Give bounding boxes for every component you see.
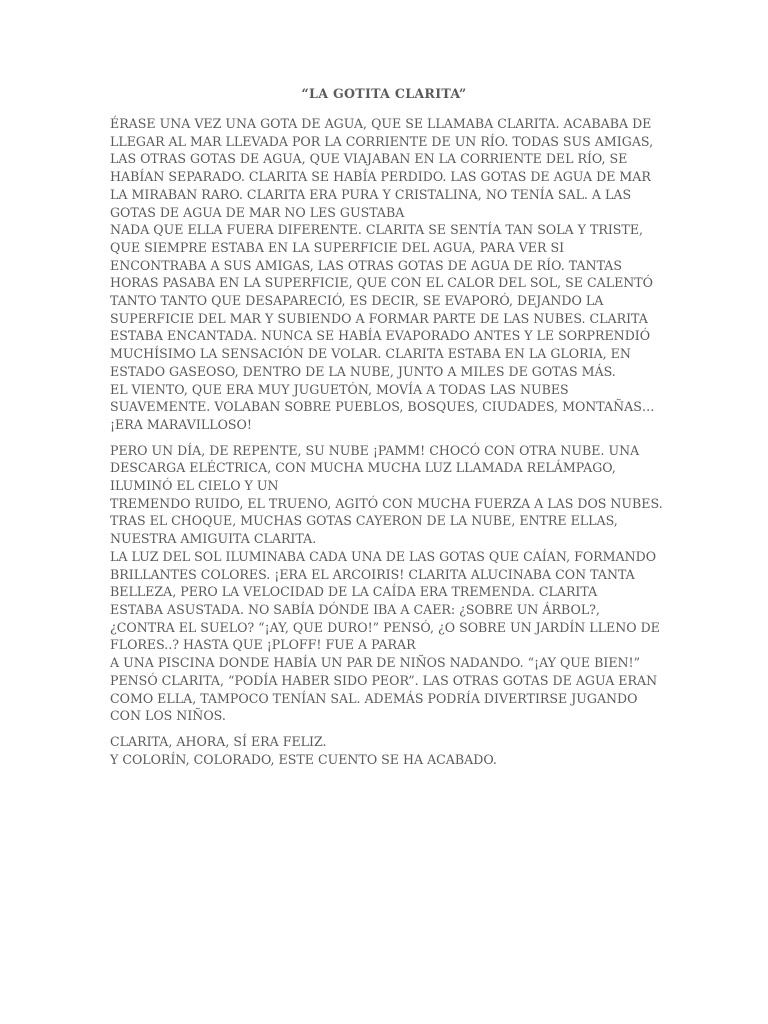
text-line: DESCARGA ELÉCTRICA, CON MUCHA MUCHA LUZ LLAMADA RELÁMPAGO, bbox=[110, 460, 616, 476]
text-line: GOTAS DE AGUA DE MAR NO LES GUSTABA bbox=[110, 204, 405, 220]
text-line: ESTABA ASUSTADA. NO SABÍA DÓNDE IBA A CAER: ¿SOBRE UN ÁRBOL?, bbox=[110, 601, 600, 617]
text-line: SUPERFICIE DEL MAR Y SUBIENDO A FORMAR PARTE DE LAS NUBES. CLARITA bbox=[110, 310, 648, 326]
document-body bbox=[110, 115, 670, 768]
text-line: COMO ELLA, TAMPOCO TENÍAN SAL. ADEMÁS PODRÍA DIVERTIRSE JUGANDO bbox=[110, 690, 638, 706]
text-line: ¡ERA MARAVILLOSO! bbox=[110, 416, 252, 432]
text-line: CLARITA, AHORA, SÍ ERA FELIZ. bbox=[110, 733, 327, 749]
text-line: LAS OTRAS GOTAS DE AGUA, QUE VIAJABAN EN LA CORRIENTE DEL RÍO, SE bbox=[110, 151, 628, 167]
text-line: ¿CONTRA EL SUELO? “¡AY, QUE DURO!” PENSÓ, ¿O SOBRE UN JARDÍN LLENO DE bbox=[110, 619, 660, 635]
text-line: ILUMINÓ EL CIELO Y UN bbox=[110, 478, 279, 494]
text-line: SUAVEMENTE. VOLABAN SOBRE PUEBLOS, BOSQUES, CIUDADES, MONTAÑAS… bbox=[110, 399, 655, 415]
text-line: ESTABA ENCANTADA. NUNCA SE HABÍA EVAPORADO ANTES Y LE SORPRENDIÓ bbox=[110, 328, 651, 344]
text-line: HABÍAN SEPARADO. CLARITA SE HABÍA PERDIDO. LAS GOTAS DE AGUA DE MAR bbox=[110, 169, 651, 185]
paragraph-1 bbox=[110, 115, 670, 434]
text-line: ÉRASE UNA VEZ UNA GOTA DE AGUA, QUE SE LLAMABA CLARITA. ACABABA DE bbox=[110, 116, 652, 131]
text-line: TANTO TANTO QUE DESAPARECIÓ, ES DECIR, SE EVAPORÓ, DEJANDO LA bbox=[110, 293, 604, 309]
text-line: LA LUZ DEL SOL ILUMINABA CADA UNA DE LAS GOTAS QUE CAÍAN, FORMANDO bbox=[110, 548, 657, 564]
text-line: BRILLANTES COLORES. ¡ERA EL ARCOIRIS! CLARITA ALUCINABA CON TANTA bbox=[110, 566, 635, 582]
text-line: LLEGAR AL MAR LLEVADA POR LA CORRIENTE DE UN RÍO. TODAS SUS AMIGAS, bbox=[110, 133, 654, 149]
paragraph-2 bbox=[110, 442, 670, 725]
text-line: NUESTRA AMIGUITA CLARITA. bbox=[110, 531, 317, 547]
text-line: LA MIRABAN RARO. CLARITA ERA PURA Y CRISTALINA, NO TENÍA SAL. A LAS bbox=[110, 186, 632, 202]
text-line: QUE SIEMPRE ESTABA EN LA SUPERFICIE DEL AGUA, PARA VER SI bbox=[110, 239, 565, 255]
text-line: NADA QUE ELLA FUERA DIFERENTE. CLARITA SE SENTÍA TAN SOLA Y TRISTE, bbox=[110, 222, 644, 238]
text-line: PENSÓ CLARITA, “PODÍA HABER SIDO PEOR”. LAS OTRAS GOTAS DE AGUA ERAN bbox=[110, 672, 658, 688]
text-line: EL VIENTO, QUE ERA MUY JUGUETÓN, MOVÍA A TODAS LAS NUBES bbox=[110, 381, 569, 397]
text-line: TRAS EL CHOQUE, MUCHAS GOTAS CAYERON DE LA NUBE, ENTRE ELLAS, bbox=[110, 513, 618, 529]
text-line: FLORES..? HASTA QUE ¡PLOFF! FUE A PARAR bbox=[110, 637, 416, 653]
text-line: CON LOS NIÑOS. bbox=[110, 708, 226, 724]
paragraph-3 bbox=[110, 733, 670, 768]
text-line: PERO UN DÍA, DE REPENTE, SU NUBE ¡PAMM! CHOCÓ CON OTRA NUBE. UNA bbox=[110, 442, 640, 458]
text-line: TREMENDO RUIDO, EL TRUENO, AGITÓ CON MUCHA FUERZA A LAS DOS NUBES. bbox=[110, 495, 663, 511]
text-line: MUCHÍSIMO LA SENSACIÓN DE VOLAR. CLARITA ESTABA EN LA GLORIA, EN bbox=[110, 346, 631, 362]
text-line: A UNA PISCINA DONDE HABÍA UN PAR DE NIÑOS NADANDO. “¡AY QUE BIEN!” bbox=[110, 655, 641, 671]
text-line: Y COLORÍN, COLORADO, ESTE CUENTO SE HA ACABADO. bbox=[110, 751, 497, 767]
text-line: ESTADO GASEOSO, DENTRO DE LA NUBE, JUNTO A MILES DE GOTAS MÁS. bbox=[110, 363, 616, 379]
text-line: ENCONTRABA A SUS AMIGAS, LAS OTRAS GOTAS DE AGUA DE RÍO. TANTAS bbox=[110, 257, 623, 273]
text-line: BELLEZA, PERO LA VELOCIDAD DE LA CAÍDA ERA TREMENDA. CLARITA bbox=[110, 584, 598, 600]
text-line: HORAS PASABA EN LA SUPERFICIE, QUE CON EL CALOR DEL SOL, SE CALENTÓ bbox=[110, 275, 654, 291]
document-title: “LA GOTITA CLARITA” bbox=[301, 86, 467, 101]
